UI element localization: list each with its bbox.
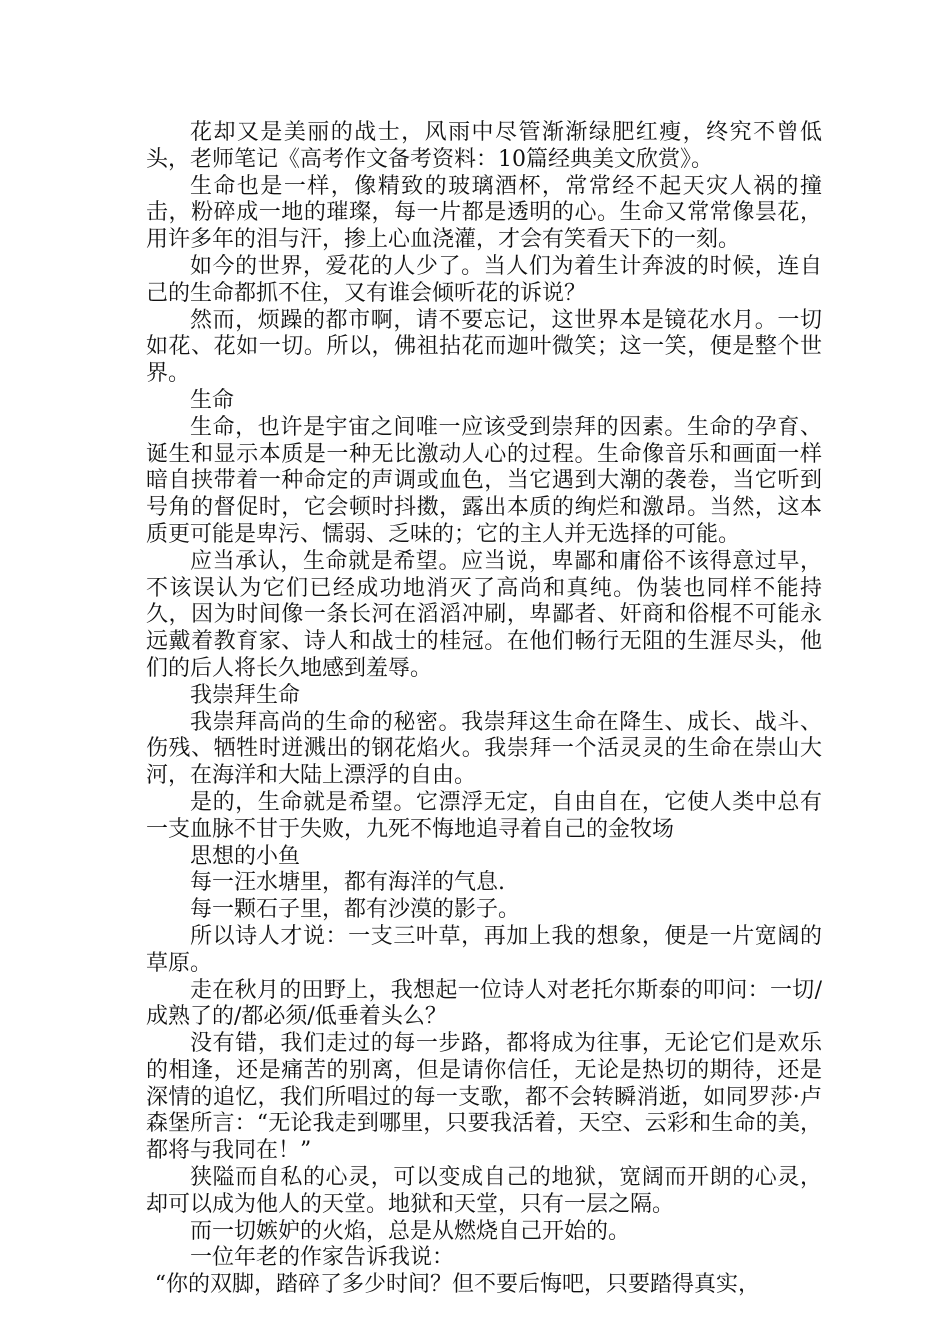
paragraph: 每一颗石子里，都有沙漠的影子。 — [190, 897, 521, 923]
paragraph: 每一汪水塘里，都有海洋的气息. — [190, 870, 505, 896]
paragraph: 然而，烦躁的都市啊，请不要忘记，这世界本是镜花水月。一切如花、花如一切。所以，佛祖拈花而迦叶微笑；这一笑，便是整个世界。 — [146, 307, 822, 387]
paragraph: 没有错，我们走过的每一步路，都将成为往事，无论它们是欢乐的相逢，还是痛苦的别离，但是请你信任，无论是热切的期待，还是深情的追忆，我们所唱过的每一支歌，都不会转瞬消逝，如同罗莎·卢森堡所言：“无论我走到哪里，只要我活着，天空、云彩和生命的美，都将与我同在！” — [146, 1031, 822, 1164]
paragraph: 应当承认，生命就是希望。应当说，卑鄙和庸俗不该得意过早，不该误认为它们已经成功地消灭了高尚和真纯。伪装也同样不能持久，因为时间像一条长河在滔滔冲刷，卑鄙者、奸商和俗棍不可能永远戴着教育家、诗人和战士的桂冠。在他们畅行无阻的生涯尽头，他们的后人将长久地感到羞辱。 — [146, 548, 822, 681]
section-heading: 生命 — [190, 387, 235, 413]
paragraph: 狭隘而自私的心灵，可以变成自己的地狱，宽阔而开朗的心灵，却可以成为他人的天堂。地狱和天堂，只有一层之隔。 — [146, 1165, 822, 1217]
paragraph: 所以诗人才说：一支三叶草，再加上我的想象，便是一片宽阔的草原。 — [146, 923, 822, 976]
quote-paragraph: “你的双脚，踏碎了多少时间？但不要后悔吧，只要踏得真实， — [154, 1272, 761, 1298]
section-heading: 思想的小鱼 — [190, 843, 301, 869]
paragraph: 花却又是美丽的战士，风雨中尽管渐渐绿肥红瘦，终究不曾低头，老师笔记《高考作文备考资料：10篇经典美文欣赏》。 — [146, 120, 822, 172]
article-body — [146, 120, 822, 1299]
paragraph: 如今的世界，爱花的人少了。当人们为着生计奔波的时候，连自己的生命都抓不住，又有谁会倾听花的诉说？ — [146, 253, 822, 306]
paragraph: 走在秋月的田野上，我想起一位诗人对老托尔斯泰的叩问：一切/成熟了的/都必须/低垂着头么？ — [146, 977, 822, 1030]
paragraph: 生命，也许是宇宙之间唯一应该受到崇拜的因素。生命的孕育、诞生和显示本质是一种无比激动人心的过程。生命像音乐和画面一样暗自挟带着一种命定的声调或血色，当它遇到大潮的袭卷，当它听到号角的督促时，它会顿时抖擞，露出本质的绚烂和激昂。当然，这本质更可能是卑污、懦弱、乏味的；它的主人并无选择的可能。 — [146, 414, 822, 547]
paragraph: 一位年老的作家告诉我说： — [190, 1245, 455, 1271]
paragraph: 是的，生命就是希望。它漂浮无定，自由自在，它使人类中总有一支血脉不甘于失败，九死不悔地追寻着自己的金牧场 — [146, 789, 822, 842]
section-heading: 我崇拜生命 — [190, 682, 301, 708]
paragraph: 而一切嫉妒的火焰，总是从燃烧自己开始的。 — [190, 1218, 631, 1244]
paragraph: 生命也是一样，像精致的玻璃酒杯，常常经不起天灾人祸的撞击，粉碎成一地的璀璨，每一片都是透明的心。生命又常常像昙花，用许多年的泪与汗，掺上心血浇灌，才会有笑看天下的一刻。 — [146, 173, 822, 253]
paragraph: 我崇拜高尚的生命的秘密。我崇拜这生命在降生、成长、战斗、伤残、牺牲时迸溅出的钢花焰火。我崇拜一个活灵灵的生命在崇山大河，在海洋和大陆上漂浮的自由。 — [146, 709, 822, 789]
